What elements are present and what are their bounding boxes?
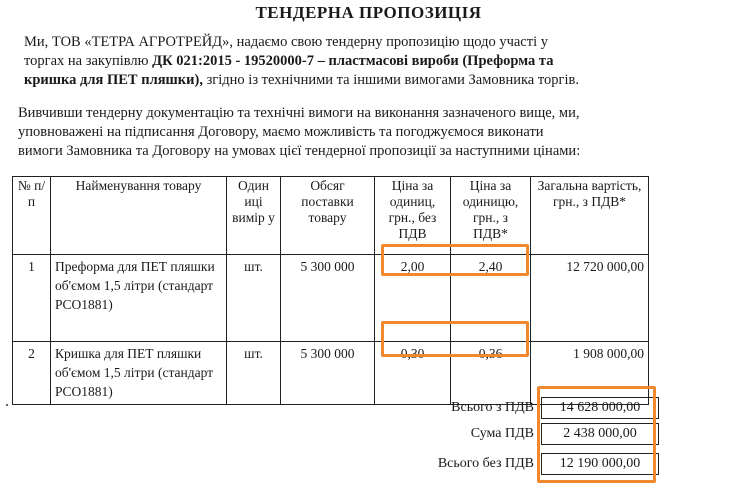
terms-line-1: Вивчивши тендерну документацію та технічні вимоги на виконання зазначеного вище, ми, [18, 105, 580, 121]
total-with-vat-value: 14 628 000,00 [541, 397, 659, 419]
intro-line-2-plain: торгах на закупівлю [24, 53, 153, 69]
row-unit: шт. [227, 255, 281, 342]
terms-paragraph [18, 104, 718, 161]
row-total: 1 908 000,00 [531, 342, 649, 405]
vat-amount-label: Сума ПДВ [470, 426, 534, 441]
vat-amount-value: 2 438 000,00 [541, 423, 659, 445]
row-total: 12 720 000,00 [531, 255, 649, 342]
header-name: Найменування товару [51, 177, 227, 255]
header-price-no-vat: Ціна за одиниц, грн., без ПДВ [375, 177, 451, 255]
row-name: Преформа для ПЕТ пляшки об'ємом 1,5 літри (стандарт PCO1881) [51, 255, 227, 342]
row-price-no-vat: 2,00 [375, 255, 451, 342]
terms-line-3: вимоги Замовника та Договору на умовах цієї тендерної пропозиції за наступними цінами: [18, 143, 581, 159]
intro-paragraph [24, 33, 724, 90]
header-num: № п/п [13, 177, 51, 255]
total-without-vat-value: 12 190 000,00 [541, 453, 659, 475]
header-total: Загальна вартість, грн., з ПДВ* [531, 177, 649, 255]
row-price-no-vat: 0,30 [375, 342, 451, 405]
total-without-vat-label: Всього без ПДВ [437, 456, 534, 471]
header-price-vat: Ціна за одиницю, грн., з ПДВ* [451, 177, 531, 255]
summary-highlight [537, 386, 656, 483]
intro-line-3-plain: згідно із технічними та іншими вимогами Замовника торгів. [202, 72, 579, 88]
document-title: ТЕНДЕРНА ПРОПОЗИЦІЯ [255, 3, 482, 22]
total-with-vat-label: Всього з ПДВ [451, 400, 534, 415]
price-highlight-row-2 [381, 321, 529, 357]
intro-line-3 [24, 71, 724, 90]
row-unit: шт. [227, 342, 281, 405]
row-price-vat: 0,36 [451, 342, 531, 405]
row-price-vat: 2,40 [451, 255, 531, 342]
row-num: 2 [13, 342, 51, 405]
row-name: Кришка для ПЕТ пляшки об'ємом 1,5 літри (стандарт PCO1881) [51, 342, 227, 405]
row-volume: 5 300 000 [281, 255, 375, 342]
table-row [13, 255, 649, 342]
price-highlight-row-1 [381, 244, 529, 276]
intro-line-1: Ми, ТОВ «ТЕТРА АГРОТРЕЙД», надаємо свою тендерну пропозицію щодо участі у [24, 34, 548, 50]
table-header-row [13, 177, 649, 255]
header-unit: Один иці вимір у [227, 177, 281, 255]
header-volume: Обсяг поставки товару [281, 177, 375, 255]
scan-speck [6, 404, 8, 406]
intro-line-2 [24, 52, 724, 71]
row-num: 1 [13, 255, 51, 342]
procurement-subject: кришка для ПЕТ пляшки), [24, 72, 203, 88]
row-volume: 5 300 000 [281, 342, 375, 405]
procurement-code: ДК 021:2015 - 19520000-7 – пластмасові вироби (Преформа та [152, 53, 554, 69]
price-table [12, 176, 649, 405]
terms-line-2: уповноважені на підписання Договору, маємо можливість та погоджуємося виконати [18, 124, 544, 140]
